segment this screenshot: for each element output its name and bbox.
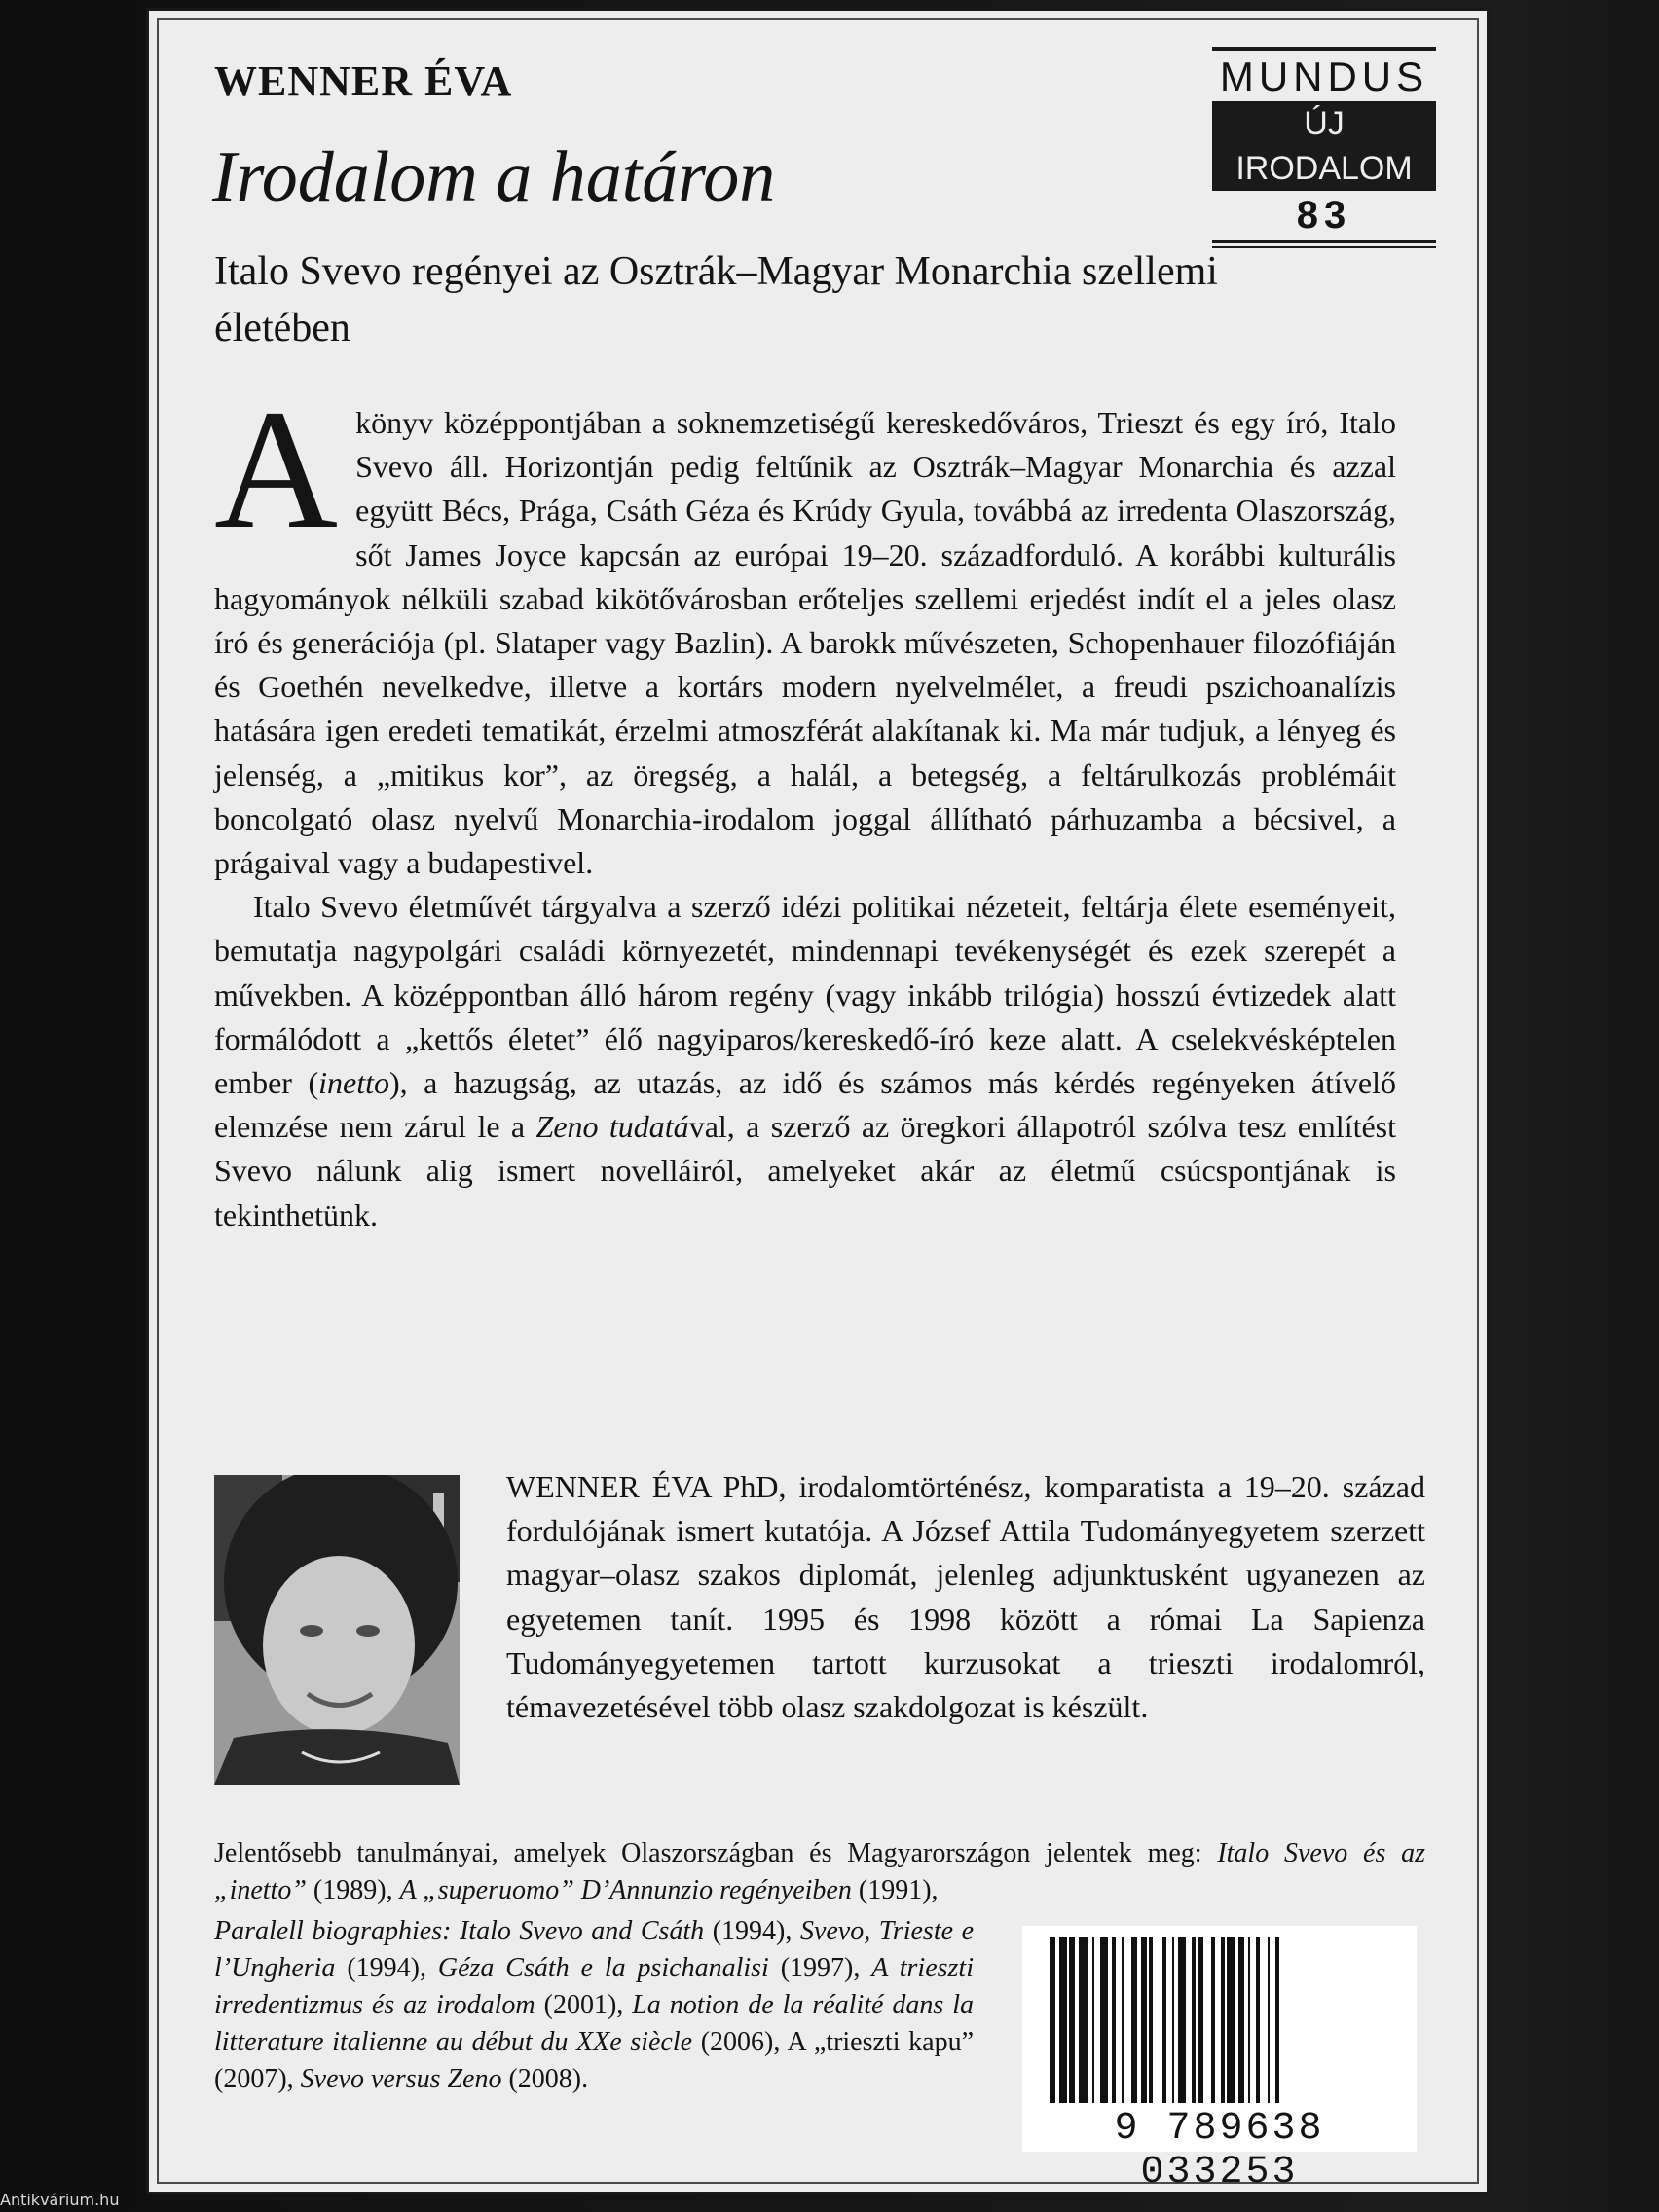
barcode-bar xyxy=(1050,1937,1055,2103)
reference-title: Italo Svevo és az „inetto” xyxy=(214,1838,1426,1905)
description-p2-part-c: val, a szerző az öregkori állapotról szólva tesz említést Svevo nálunk alig ismert novelláiról, amelyeket akár az életmű csúcspontjának is tekinthetünk. xyxy=(214,1109,1397,1233)
reference-title: A trieszti irredentizmus és az irodalom xyxy=(214,1953,974,2020)
barcode-bar xyxy=(1227,1937,1235,2103)
barcode-bar xyxy=(1256,1937,1260,2103)
series-rule-thin xyxy=(1212,246,1436,248)
barcode-bar xyxy=(1122,1937,1124,2103)
barcode-bar xyxy=(1162,1937,1166,2103)
description-p2-italic-1: inetto xyxy=(318,1065,389,1101)
reference-year: (2007), xyxy=(214,2064,301,2094)
series-logo xyxy=(1212,47,1436,250)
description-paragraph-1 xyxy=(214,375,1396,885)
series-name: MUNDUS xyxy=(1219,54,1429,99)
reference-title: Svevo, Trieste e l’Ungheria xyxy=(214,1916,975,1983)
barcode-bar xyxy=(1172,1937,1174,2103)
book-title: Irodalom a határon xyxy=(212,137,776,217)
barcode-bar xyxy=(1079,1937,1088,2103)
references-intro xyxy=(214,1835,1425,1909)
reference-title: La notion de la réalité dans la litterature italienne au début du XXe siècle xyxy=(214,1990,974,2057)
references-list xyxy=(214,1913,974,2098)
barcode-bar xyxy=(1238,1937,1244,2103)
reference-year: (1994), xyxy=(704,1916,793,1946)
reference-year: (2006), xyxy=(692,2027,788,2057)
barcode-bar xyxy=(1059,1937,1067,2103)
barcode-bar xyxy=(1221,1937,1225,2103)
barcode-bar xyxy=(1131,1937,1137,2103)
description-p1-text: könyv középpontjában a soknemzetiségű kereskedőváros, Trieszt és egy író, Italo Svevo áll. Horizontján pedig feltűnik az Osztrák–Magyar Monarchia és azzal együtt Bécs, Prága, Csáth Géza és Krúdy Gyula, továbbá az irredenta Olaszország, sőt James Joyce kapcsán az európai 19–20. századforduló. A korábbi kulturális hagyományok nélküli szabad kikötővárosban erőteljes szellemi erjedést indít el a jeles olasz író és generációja (pl. Slataper vagy Bazlin). A barokk művészeten, Schopenhauer filozófiáján és Goethén nevelkedve, illetve a kortárs modern nyelvelmélet, a freudi pszichoanalízis hatására igen eredeti tematikát, érzelmi atmoszférát alakítanak ki. Ma már tudjuk, a lényeg és jelenség, a „mitikus kor”, az öregség, a halál, a betegség, a feltárulkozás problémáit boncolgató olasz nyelvű Monarchia-irodalom joggal állítható párhuzamba a bécsivel, a prágaival vagy a budapestivel. xyxy=(214,405,1396,881)
reference-title: A „trieszti kapu” xyxy=(787,2027,975,2057)
author-name: WENNER ÉVA xyxy=(214,57,513,105)
barcode-bar xyxy=(1100,1937,1108,2103)
reference-title: Paralell biographies: Italo Svevo and Csáth xyxy=(214,1916,705,1946)
series-rule-bottom xyxy=(1212,240,1436,243)
barcode-bars xyxy=(1022,1926,1417,2111)
watermark: Antikvárium.hu xyxy=(0,2191,120,2209)
barcode-bar xyxy=(1275,1937,1279,2103)
reference-year: (1997), xyxy=(768,1953,872,1983)
author-portrait-image xyxy=(214,1475,460,1785)
description xyxy=(214,375,1397,1237)
description-paragraph-2 xyxy=(214,885,1396,1237)
series-subname: ÚJ IRODALOM xyxy=(1212,101,1436,191)
reference-year: (2008). xyxy=(501,2064,589,2094)
series-number: 83 xyxy=(1296,194,1352,237)
description-p2-italic-2: Zeno tudatá xyxy=(535,1109,689,1145)
description-p2-part-b: ), a hazugság, az utazás, az idő és számos más kérdés regényeken átívelő elemzése nem zárul le a xyxy=(214,1065,1397,1145)
reference-title: Svevo versus Zeno xyxy=(300,2064,502,2094)
description-p2-part-a: Italo Svevo életművét tárgyalva a szerző idézi politikai nézeteit, feltárja élete eseményeit, bemutatja nagypolgári családi környezetét, mindennapi tevékenységét és ezek szerepét a művekben. A középpontban álló három regény (vagy inkább trilógia) hosszú évtizedek alatt formálódott a „kettős életet” élő nagyiparos/kereskedő-író keze alatt. A cselekvésképtelen ember ( xyxy=(214,889,1396,1101)
reference-year: (1989), xyxy=(306,1875,400,1905)
reference-year: (1991), xyxy=(851,1875,939,1905)
barcode-digits: 9 789638 033253 xyxy=(1114,2107,1325,2194)
book-subtitle: Italo Svevo regényei az Osztrák–Magyar Monarchia szellemi életében xyxy=(214,249,1218,350)
reference-year: (1994), xyxy=(335,1953,438,1983)
author-bio: WENNER ÉVA PhD, irodalomtörténész, komparatista a 19–20. század fordulójának ismert kutatója. A József Attila Tudományegyetem szerzett magyar–olasz szakos diplomát, jelenleg adjunktusként ugyanezen az egyetemen tanít. 1995 és 1998 között a római La Sapienza Tudományegyetemen tartott kurzusokat a trieszti irodalomról, témavezetésével több olasz szakdolgozat is készült. xyxy=(506,1469,1425,1725)
barcode-bar xyxy=(1198,1937,1203,2103)
barcode-bar xyxy=(1211,1937,1215,2103)
reference-title: A „superuomo” D’Annunzio regényeiben xyxy=(399,1875,852,1905)
barcode-bar xyxy=(1178,1937,1186,2103)
author-photo xyxy=(214,1475,460,1785)
barcode-bar xyxy=(1248,1937,1250,2103)
barcode-bar xyxy=(1092,1937,1094,2103)
barcode-bar xyxy=(1192,1937,1196,2103)
references-intro-text: Jelentősebb tanulmányai, amelyek Olaszországban és Magyarországon jelentek meg: xyxy=(214,1838,1202,1868)
barcode-bar xyxy=(1268,1937,1270,2103)
reference-title: Géza Csáth e la psichanalisi xyxy=(437,1953,769,1983)
barcode-bar xyxy=(1149,1937,1153,2103)
reference-year: (2001), xyxy=(535,1990,633,2020)
barcode-bar xyxy=(1069,1937,1075,2103)
isbn-barcode xyxy=(1022,1926,1417,2194)
barcode-bar xyxy=(1141,1937,1147,2103)
barcode-bar xyxy=(1112,1937,1116,2103)
series-rule-top xyxy=(1212,47,1436,51)
drop-cap: A xyxy=(214,375,339,565)
